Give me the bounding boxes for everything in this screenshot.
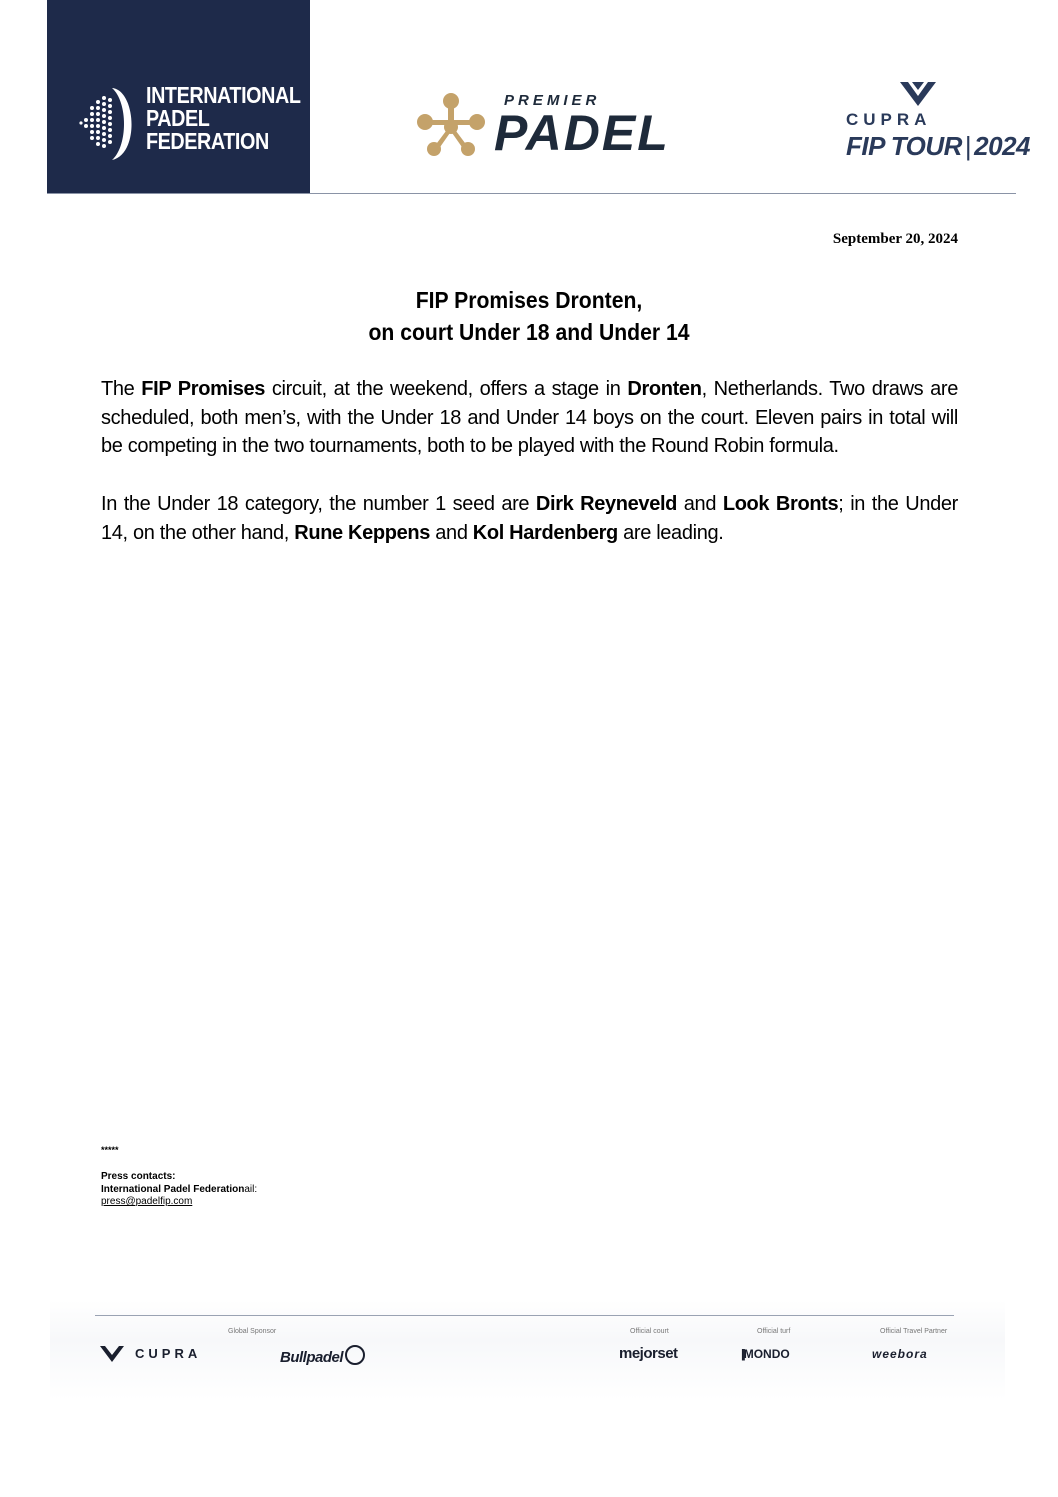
p2-text-2: and [677, 493, 723, 515]
p2-text-1: In the Under 18 category, the number 1 seed are [101, 493, 536, 515]
tour-year: 2024 [974, 131, 1031, 161]
fip-tour-label: FIP TOUR [846, 131, 962, 161]
p2-text-4: and [430, 521, 473, 544]
ipf-line-1: INTERNATIONAL [146, 82, 301, 108]
ipf-wordmark [146, 84, 300, 153]
p1-text-2: circuit, at the weekend, offers a stage in [265, 378, 628, 400]
press-date: September 20, 2024 [832, 231, 958, 247]
page-title [0, 284, 1058, 348]
p2-text-5: are leading. [617, 521, 724, 544]
bullpadel-sponsor-logo [280, 1345, 365, 1366]
fip-tour-wordmark [846, 131, 1030, 162]
cupra-sponsor-emblem-icon [99, 1345, 125, 1363]
ipf-ball-logo-icon [76, 84, 146, 164]
footer-divider [95, 1315, 954, 1316]
press-federation: International Padel Federation [101, 1183, 245, 1195]
p2-bold-3: Rune Keppens [294, 521, 431, 544]
cupra-sponsor-logo: CUPRA [135, 1346, 202, 1361]
tour-separator: | [964, 131, 972, 161]
p1-bold-2: Dronten [627, 378, 702, 400]
official-turf-label: Official turf [757, 1328, 791, 1335]
premier-padel-star-icon [416, 92, 486, 158]
p1-bold-1: FIP Promises [141, 378, 266, 400]
separator-stars: ***** [101, 1145, 119, 1155]
title-line-1: FIP Promises Dronten, [415, 287, 643, 313]
official-court-label: Official court [630, 1328, 669, 1335]
mejorset-sponsor-logo: mejorset [619, 1345, 678, 1362]
p1-text-3: , Netherlands. Two draws are scheduled, both men’s, with the Under 18 and Under 14 boys on the court. Eleven pairs in total will be competing in the two tournaments, both to be played with the Round Robin formula. [101, 378, 959, 457]
press-email-link[interactable]: press@padelfip.com [101, 1196, 193, 1207]
premier-label: PREMIER [504, 92, 601, 109]
paragraph-1 [101, 375, 958, 461]
p2-text-3: ; in the Under 14, on the other hand, [101, 493, 958, 544]
title-line-2: on court Under 18 and Under 14 [368, 319, 690, 345]
bullpadel-circle-icon [345, 1345, 365, 1365]
global-sponsor-label: Global Sponsor [228, 1328, 277, 1335]
bullpadel-wordmark: Bullpadel [280, 1349, 344, 1366]
press-federation-suffix: ail: [244, 1183, 258, 1195]
mondo-bars-icon: || [741, 1347, 744, 1361]
ipf-line-3: FEDERATION [146, 128, 269, 154]
press-contacts [101, 1171, 257, 1209]
padel-wordmark: PADEL [494, 105, 670, 161]
p2-bold-2: Look Bronts [722, 493, 839, 515]
press-federation-line [101, 1184, 257, 1197]
press-contacts-heading: Press contacts: [101, 1171, 176, 1182]
paragraph-2 [101, 490, 958, 547]
weebora-sponsor-logo: weebora [872, 1347, 928, 1361]
p1-text-1: The [101, 378, 142, 400]
p2-bold-4: Kol Hardenberg [472, 521, 618, 544]
cupra-wordmark: CUPRA [846, 110, 932, 129]
ipf-line-2: PADEL [146, 105, 210, 131]
header-divider [47, 193, 1016, 194]
p2-bold-1: Dirk Reyneveld [535, 493, 678, 515]
cupra-emblem-icon [898, 80, 938, 108]
official-travel-label: Official Travel Partner [880, 1328, 948, 1335]
mondo-sponsor-logo [741, 1347, 790, 1361]
mondo-wordmark: MONDO [743, 1347, 790, 1361]
